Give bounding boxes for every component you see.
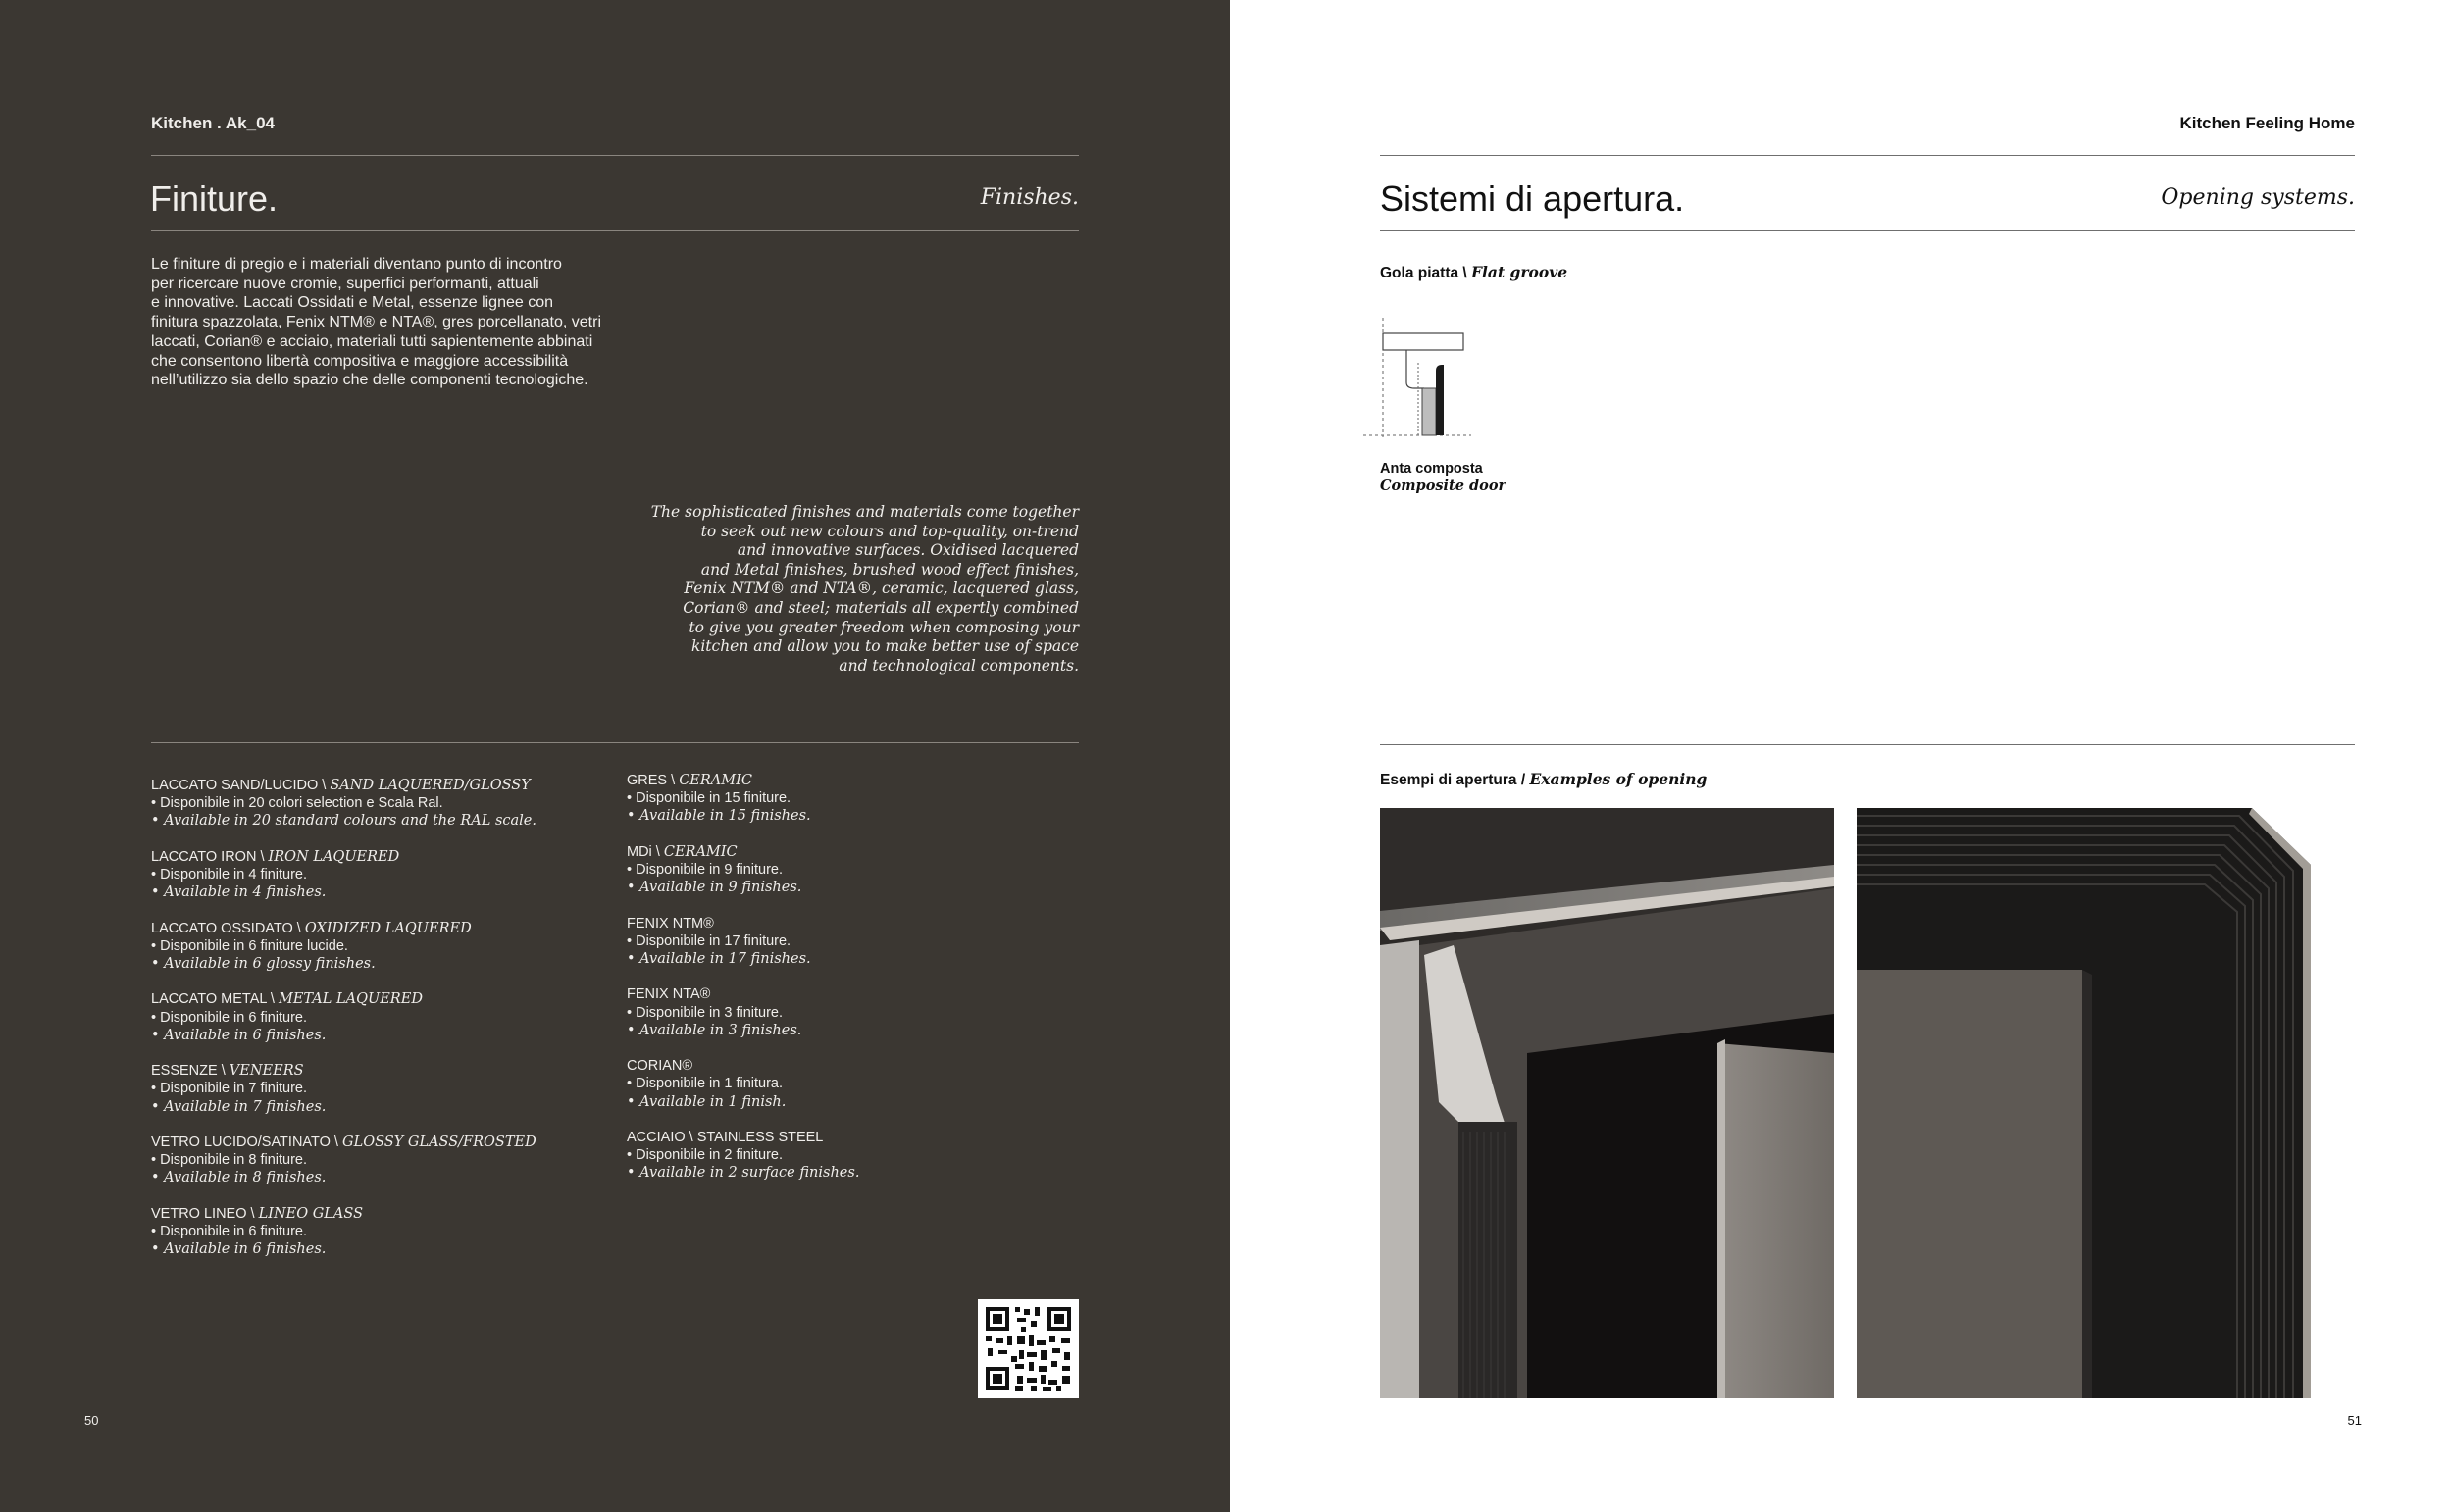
text-line: and innovative surfaces. Oxidised lacquered — [737, 541, 1079, 560]
finish-item — [151, 1062, 326, 1116]
finish-item — [627, 915, 811, 969]
finish-availability-en: • Available in 6 finishes. — [151, 1241, 327, 1258]
finish-item — [151, 990, 423, 1044]
finish-availability-en: • Available in 8 finishes. — [151, 1170, 327, 1186]
finish-availability-en: • Available in 9 finishes. — [627, 880, 802, 896]
finish-availability-it: • Disponibile in 3 finiture. — [627, 1004, 784, 1021]
text-line: Corian® and steel; materials all expertly combined — [683, 598, 1079, 617]
finish-name: FENIX NTM® — [627, 915, 714, 932]
page-title: Sistemi di apertura. — [1380, 178, 1685, 219]
finish-availability-en: • Available in 1 finish. — [627, 1093, 787, 1110]
finish-name: LACCATO SAND/LUCIDO \ SAND LAQUERED/GLOSSY — [151, 778, 531, 793]
finish-availability-it: • Disponibile in 17 finiture. — [627, 932, 791, 949]
finish-availability-it: • Disponibile in 8 finiture. — [151, 1152, 308, 1169]
right-page — [1230, 0, 2451, 1504]
page-number-right: 51 — [2347, 1413, 2362, 1428]
finish-availability-it: • Disponibile in 4 finiture. — [151, 867, 308, 882]
finish-name: GRES \ CERAMIC — [627, 773, 752, 788]
section-label-examples: Esempi di apertura / Examples of opening — [1380, 770, 1708, 788]
text-line: to seek out new colours and top-quality, on-trend — [700, 522, 1079, 540]
finish-name: ESSENZE \ VENEERS — [151, 1063, 304, 1080]
running-head-left: Kitchen . Ak_04 — [151, 114, 275, 132]
text-line: and Metal finishes, brushed wood effect finishes, — [700, 560, 1079, 579]
text-line: kitchen and allow you to make better use of space — [690, 637, 1079, 656]
text-line: Le finiture di pregio e i materiali diventano punto di incontro — [151, 256, 562, 273]
finish-name: CORIAN® — [627, 1058, 693, 1075]
finish-name: FENIX NTA® — [627, 986, 711, 1003]
diagram-caption: Anta composta Composite door — [1380, 461, 1506, 494]
finish-availability-it: • Disponibile in 1 finitura. — [627, 1076, 784, 1092]
finish-availability-en: • Available in 4 finishes. — [151, 884, 327, 901]
finish-availability-it: • Disponibile in 6 finiture lucide. — [151, 937, 348, 954]
finish-name: VETRO LINEO \ LINEO GLASS — [151, 1205, 364, 1222]
finish-availability-it: • Disponibile in 6 finiture. — [151, 1009, 308, 1026]
text-line: laccati, Corian® e acciaio, materiali tutti sapientemente abbinati — [151, 332, 593, 350]
finish-availability-it: • Disponibile in 6 finiture. — [151, 1224, 308, 1239]
text-line: Fenix NTM® and NTA®, ceramic, lacquered glass, — [684, 580, 1079, 598]
page-subtitle: Opening systems. — [2161, 185, 2355, 210]
running-head-right: Kitchen Feeling Home — [2179, 114, 2355, 132]
finish-item — [151, 848, 399, 902]
text-line: nell’utilizzo sia dello spazio che delle componenti tecnologiche. — [151, 372, 588, 389]
finish-item — [627, 843, 801, 897]
divider — [151, 742, 1079, 743]
qr-code[interactable] — [978, 1299, 1079, 1398]
intro-text-italian — [151, 255, 681, 390]
finish-name: VETRO LUCIDO/SATINATO \ GLOSSY GLASS/FROSTED — [151, 1134, 536, 1150]
finish-availability-en: • Available in 7 finishes. — [151, 1098, 327, 1115]
finish-item — [151, 1205, 363, 1259]
finish-item — [151, 920, 472, 974]
finish-availability-en: • Available in 2 surface finishes. — [627, 1165, 860, 1182]
finish-name: LACCATO IRON \ IRON LAQUERED — [151, 848, 400, 865]
text-line: e innovative. Laccati Ossidati e Metal, essenze lignee con — [151, 294, 554, 312]
text-line: che consentono libertà compositiva e maggiore accessibilità — [151, 352, 569, 370]
divider — [1380, 155, 2355, 156]
finish-availability-it: • Disponibile in 9 finiture. — [627, 862, 784, 878]
finish-availability-en: • Available in 15 finishes. — [627, 808, 811, 825]
finish-name: LACCATO METAL \ METAL LAQUERED — [151, 991, 423, 1008]
finish-name: MDi \ CERAMIC — [627, 843, 738, 860]
finish-availability-it: • Disponibile in 2 finiture. — [627, 1147, 784, 1164]
section-label-flat-groove: Gola piatta \ Flat groove — [1380, 263, 1568, 281]
finish-availability-it: • Disponibile in 15 finiture. — [627, 790, 791, 807]
finish-item — [151, 1134, 536, 1187]
page-number-left: 50 — [84, 1413, 99, 1428]
finish-availability-it: • Disponibile in 20 colori selection e Scala Ral. — [151, 795, 443, 812]
finish-item — [151, 777, 536, 831]
finish-availability-en: • Available in 6 finishes. — [151, 1027, 327, 1043]
divider — [1380, 744, 2355, 745]
finish-availability-en: • Available in 3 finishes. — [627, 1022, 802, 1038]
finish-name: ACCIAIO \ STAINLESS STEEL — [627, 1130, 824, 1145]
finish-availability-en: • Available in 17 finishes. — [627, 951, 811, 967]
finish-item — [627, 1129, 859, 1183]
opening-example-photo-2 — [1857, 808, 2311, 1398]
finish-name: LACCATO OSSIDATO \ OXIDIZED LAQUERED — [151, 920, 472, 936]
finish-item — [627, 985, 801, 1039]
finish-availability-en: • Available in 20 standard colours and the RAL scale. — [151, 813, 536, 830]
divider — [1380, 230, 2355, 231]
divider — [151, 230, 1079, 231]
finish-availability-it: • Disponibile in 7 finiture. — [151, 1081, 308, 1097]
divider — [151, 155, 1079, 156]
text-line: The sophisticated finishes and materials come together — [650, 503, 1079, 521]
text-line: per ricercare nuove cromie, superfici performanti, attuali — [151, 275, 539, 292]
opening-example-photo-1 — [1380, 808, 1834, 1398]
finish-item — [627, 772, 811, 826]
text-line: and technological components. — [839, 656, 1079, 675]
flat-groove-diagram — [1363, 314, 1471, 441]
page-subtitle: Finishes. — [980, 185, 1079, 210]
finish-item — [627, 1057, 786, 1111]
page-title: Finiture. — [150, 178, 279, 219]
text-line: to give you greater freedom when composing your — [689, 618, 1079, 636]
intro-text-english — [530, 503, 1079, 676]
text-line: finitura spazzolata, Fenix NTM® e NTA®, gres porcellanato, vetri — [151, 314, 602, 331]
finish-availability-en: • Available in 6 glossy finishes. — [151, 956, 376, 972]
